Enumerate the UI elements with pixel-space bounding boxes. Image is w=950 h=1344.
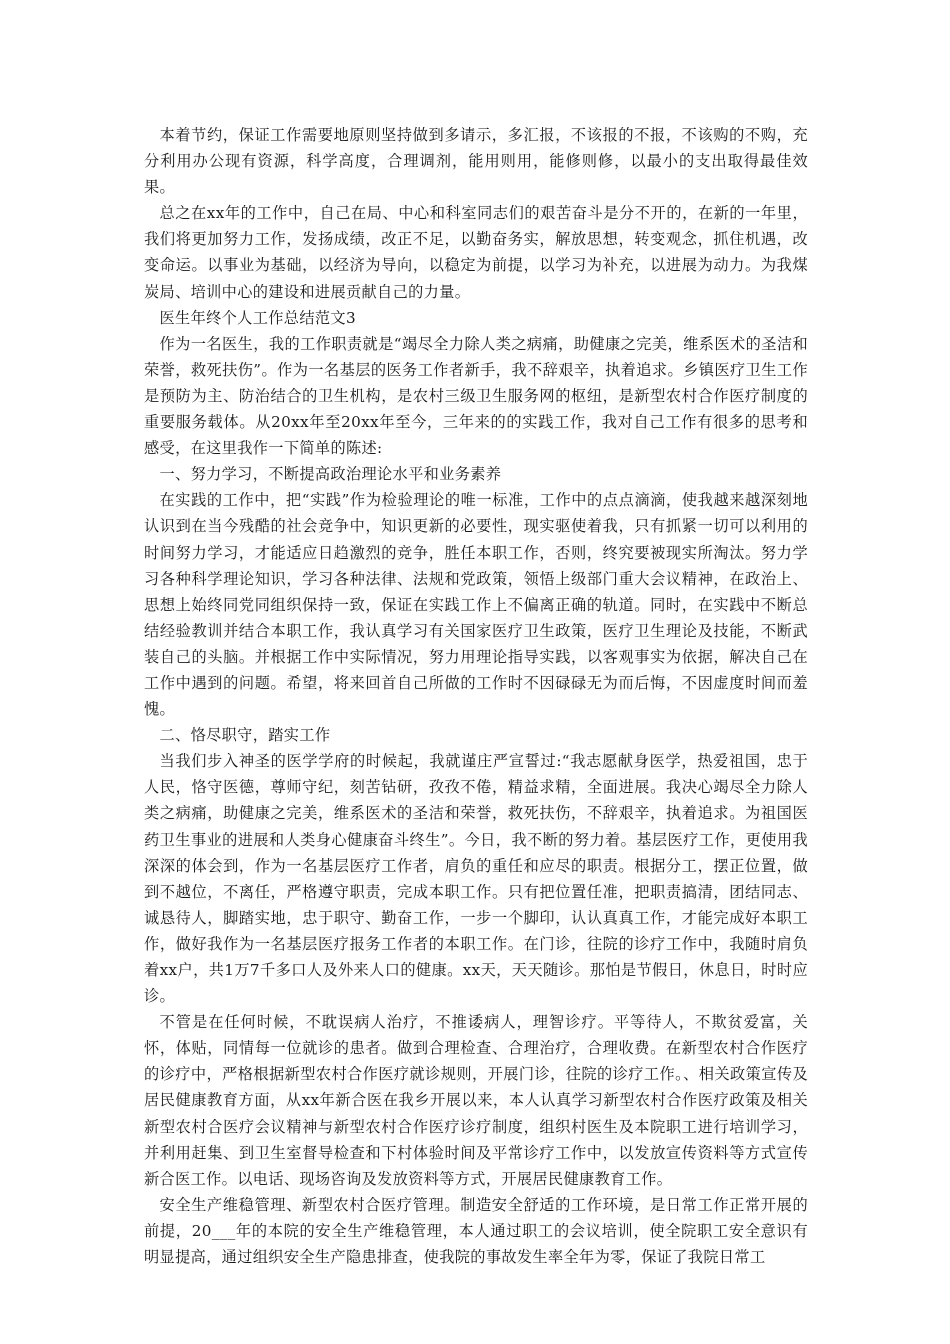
paragraph-summary: 总之在xx年的工作中，自己在局、中心和科室同志们的艰苦奋斗是分不开的，在新的一年里，我们将更加努力工作，发扬成绩，改正不足，以勤奋务实，解放思想，转变观念，抓住机遇，改变命运。以事业为基础，以经济为导向，以稳定为前提，以学习为补充，以进展为动力。为我煤炭局、培训中心的建设和进展贡献自己的力量。: [144, 204, 808, 301]
section-heading-2: 二、恪尽职守，踏实工作: [159, 726, 331, 745]
paragraph-study: 在实践的工作中，把“实践”作为检验理论的唯一标准，工作中的点点滴滴，使我越来越深刻地认识到在当今残酷的社会竞争中，知识更新的必要性，现实驱使着我，只有抓紧一切可以利用的时间努力学习，才能适应日趋激烈的竞争，胜任本职工作，否则，终究要被现实所淘汰。努力学习各种科学理论知识，学习各种法律、法规和党政策，领悟上级部门重大会议精神，在政治上、思想上始终同党同组织保持一致，保证在实践工作上不偏离正确的轨道。同时，在实践中不断总结经验教训并结合本职工作，我认真学习有关国家医疗卫生政策，医疗卫生理论及技能，不断武装自己的头脑。并根据工作中实际情况，努力用理论指导实践，以客观事实为依据，解决自己在工作中遇到的问题。希望，将来回首自己所做的工作时不因碌碌无为而后悔，不因虚度时间而羞愧。: [144, 491, 808, 719]
paragraph-introduction: 作为一名医生，我的工作职责就是“竭尽全力除人类之病痛，助健康之完美，维系医术的圣洁和荣誉，救死扶伤”。作为一名基层的医务工作者新手，我不辞艰辛，执着追求。乡镇医疗卫生工作是预防为主、防治结合的卫生机构，是农村三级卫生服务网的枢纽，是新型农村合作医疗制度的重要服务载体。从20xx年至20xx年至今，三年来的的实践工作，我对自己工作有很多的思考和感受，在这里我作一下简单的陈述:: [144, 334, 808, 458]
article-title: 医生年终个人工作总结范文3: [159, 308, 356, 327]
paragraph-budget: 本着节约，保证工作需要地原则坚持做到多请示，多汇报，不该报的不报，不该购的不购，充分利用办公现有资源，科学高度，合理调剂，能用则用，能修则修，以最小的支出取得最佳效果。: [144, 126, 808, 197]
section-heading-1: 一、努力学习，不断提高政治理论水平和业务素养: [159, 465, 502, 484]
paragraph-safety: 安全生产维稳管理、新型农村合医疗管理。制造安全舒适的工作环境，是日常工作正常开展的前提，20___年的本院的安全生产维稳管理，本人通过职工的会议培训，使全院职工安全意识有明显提高，通过组织安全生产隐患排查，使我院的事故发生率全年为零，保证了我院日常工: [144, 1195, 808, 1267]
document-body: [144, 122, 808, 1270]
paragraph-oath: 当我们步入神圣的医学学府的时候起，我就谨庄严宣誓过:“我志愿献身医学，热爱祖国，忠于人民，恪守医德，尊师守纪，刻苦钻研，孜孜不倦，精益求精，全面进展。我决心竭尽全力除人类之病痛，助健康之完美，维系医术的圣洁和荣誉，救死扶伤，不辞艰辛，执着追求。为祖国医药卫生事业的进展和人类身心健康奋斗终生”。今日，我不断的努力着。基层医疗工作，更使用我深深的体会到，作为一名基层医疗工作者，肩负的重任和应尽的职责。根据分工，摆正位置，做到不越位，不离任，严格遵守职责，完成本职工作。只有把位置任准，把职责搞清，团结同志、诚恳待人，脚踏实地，忠于职守、勤奋工作，一步一个脚印，认认真真工作，才能完成好本职工作，做好我作为一名基层医疗报务工作者的本职工作。在门诊，往院的诊疗工作中，我随时肩负着xx户，共1万7千多口人及外来人口的健康。xx天，天天随诊。那怕是节假日，休息日，时时应诊。: [144, 752, 808, 1006]
paragraph-treatment: 不管是在任何时候，不耽误病人治疗，不推诿病人，理智诊疗。平等待人，不欺贫爱富，关怀，体贴，同情每一位就诊的患者。做到合理检查、合理治疗，合理收费。在新型农村合作医疗的诊疗中，严格根据新型农村合作医疗就诊规则，开展门诊，往院的诊疗工作。、相关政策宣传及居民健康教育方面，从xx年新合医在我乡开展以来，本人认真学习新型农村合作医疗政策及相关新型农村合医疗会议精神与新型农村合作医疗诊疗制度，组织村医生及本院职工进行培训学习，并利用赶集、到卫生室督导检查和下村体验时间及平常诊疗工作中，以发放宣传资料等方式宣传新合医工作。以电话、现场咨询及发放资料等方式，开展居民健康教育工作。: [144, 1013, 808, 1188]
